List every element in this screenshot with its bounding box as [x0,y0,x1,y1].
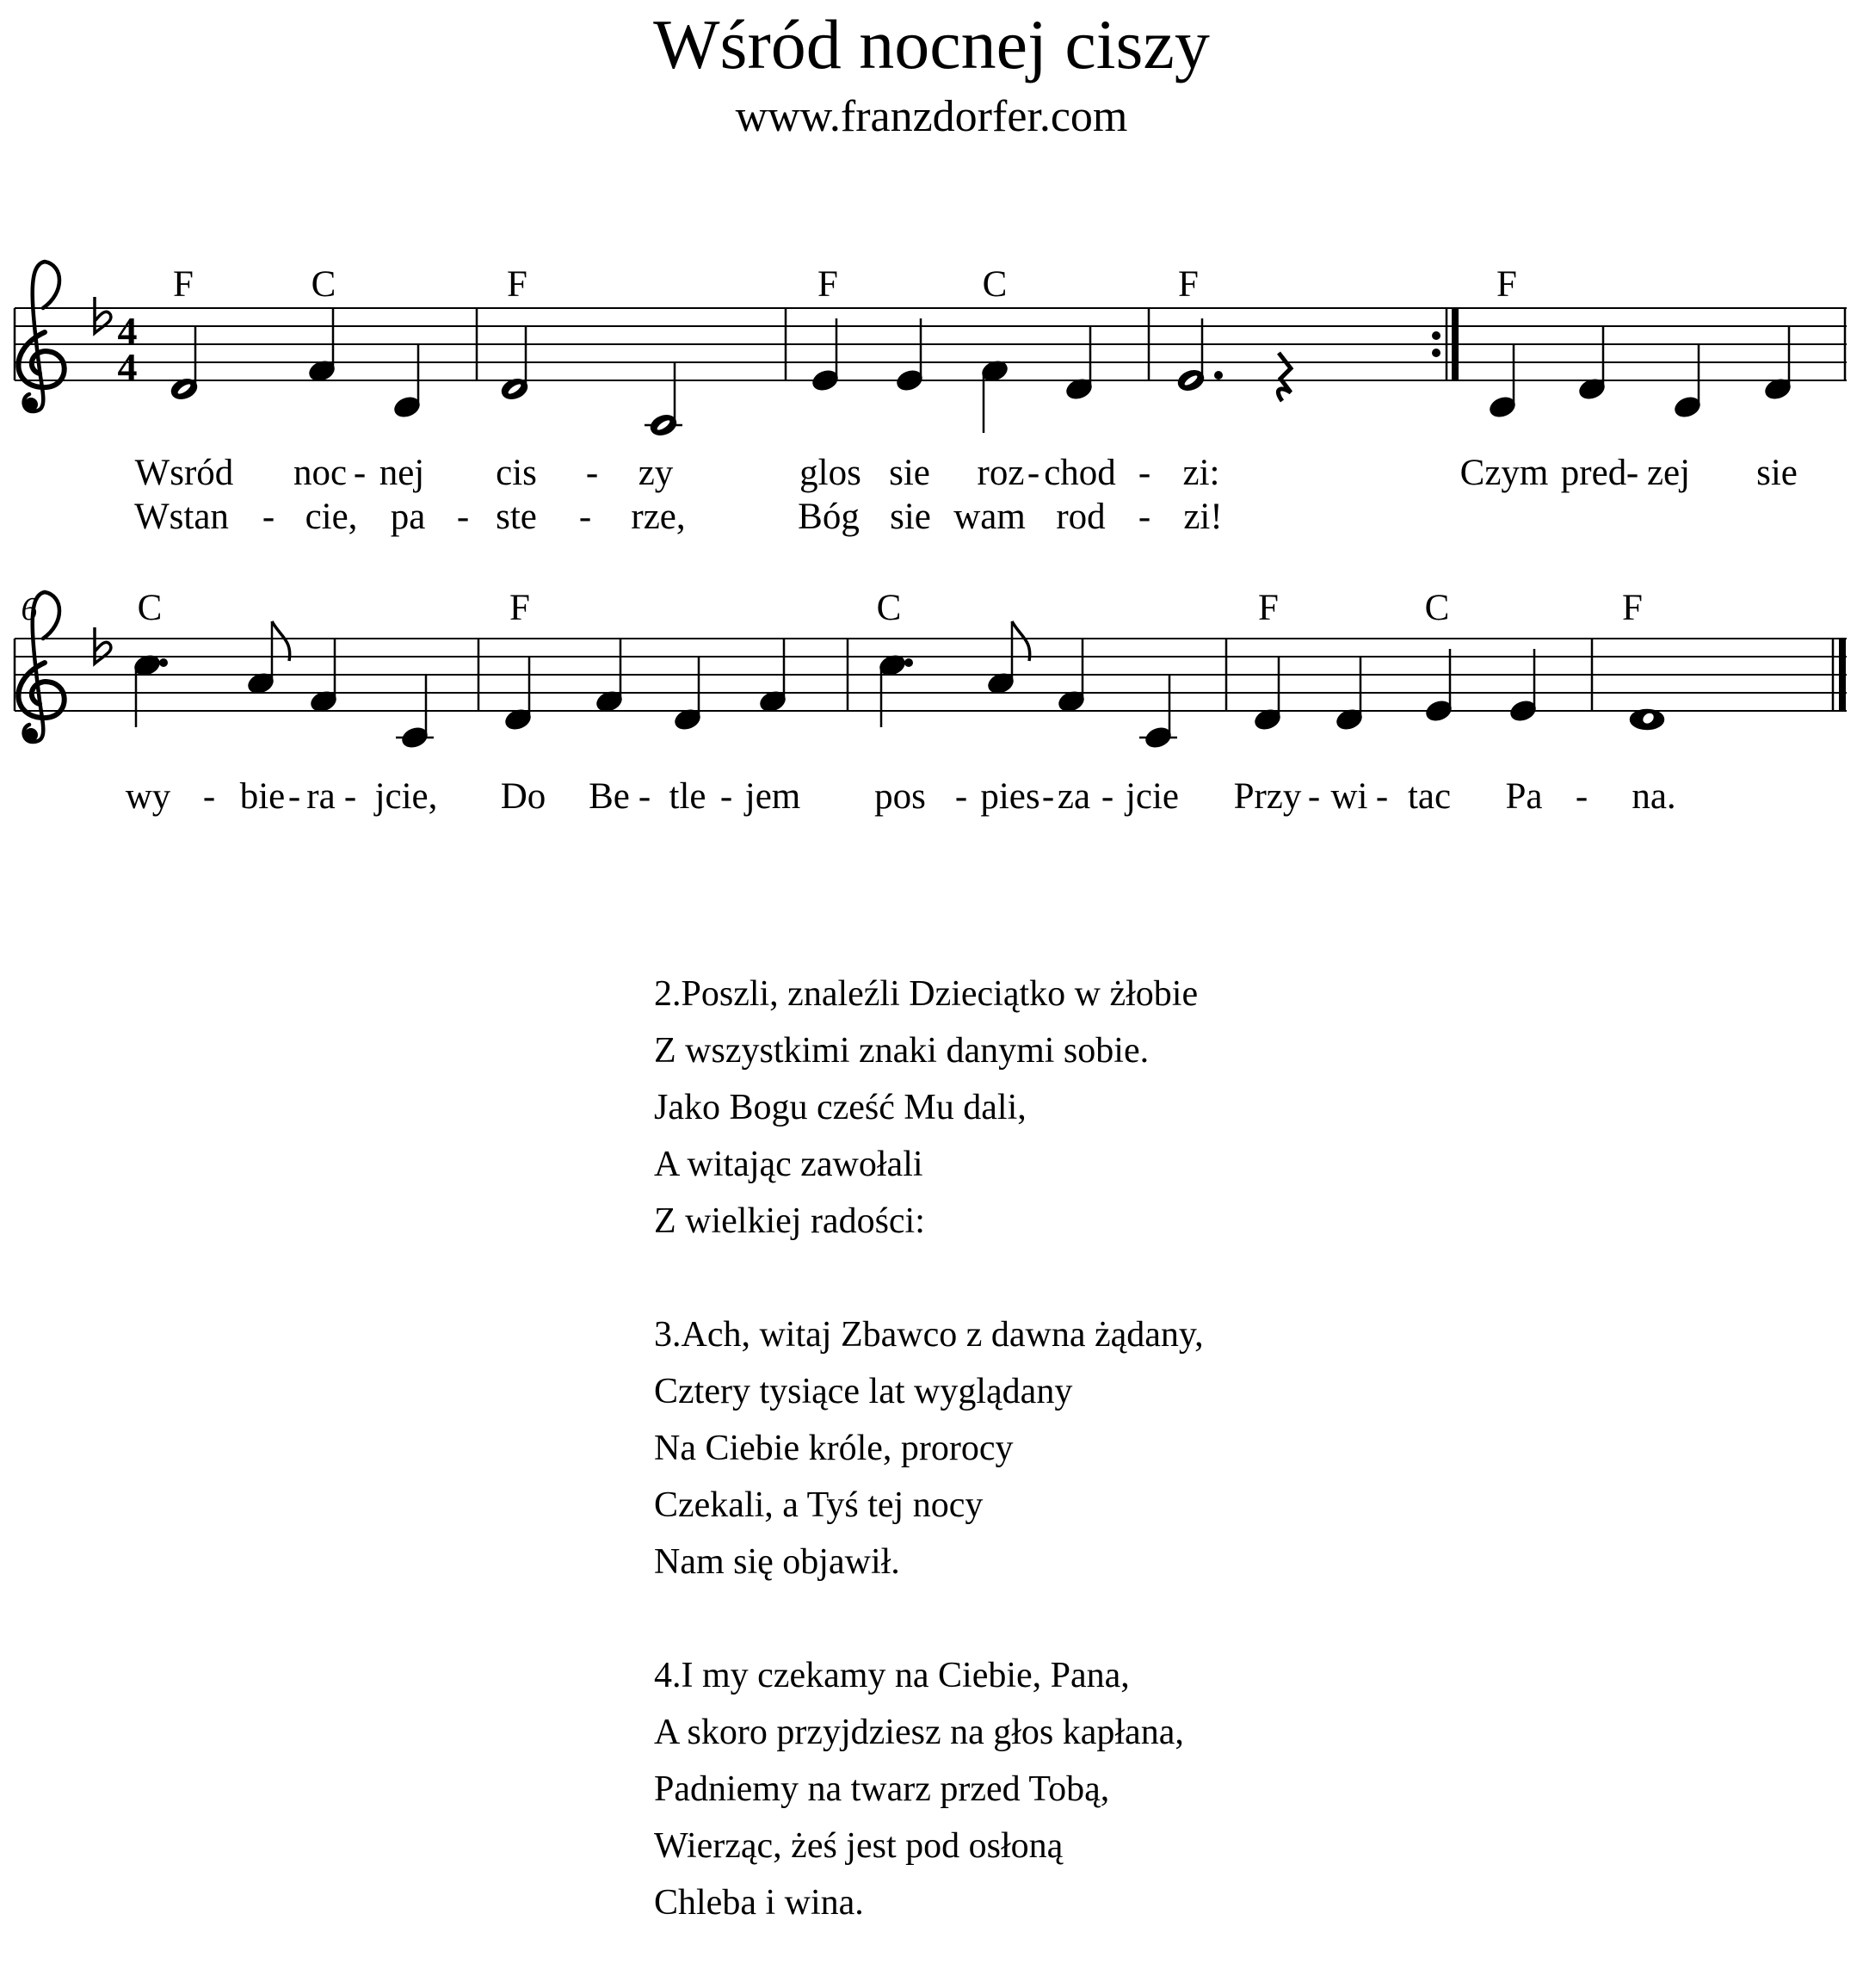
verse-3 [654,1306,1204,1590]
lyric-hyphen: - [1138,497,1151,537]
lyric-syllable: bie [239,776,286,817]
lyric-syllable: tle [669,776,706,817]
lyric-syllable: chod [1044,453,1116,493]
chord-symbol: F [507,264,527,305]
staff-2-chords [138,588,1643,628]
verse-line: Chleba i wina. [654,1883,864,1923]
verse-line: Cztery tysiące lat wyglądany [654,1372,1073,1411]
lyric-hyphen: - [585,453,599,493]
lyric-hyphen: - [1041,776,1055,817]
lyric-syllable: Pa [1505,776,1543,817]
chord-symbol: C [982,264,1008,305]
music-score [0,0,1863,861]
lyric-hyphen: - [1375,776,1389,817]
lyric-syllable: pies [980,776,1040,817]
lyric-syllable: Wsród [134,453,234,493]
additional-verses [654,966,1204,1988]
verse-4 [654,1647,1204,1931]
chord-symbol: F [817,264,838,305]
lyric-syllable: wy [125,776,171,817]
lyric-syllable: sie [890,497,931,537]
verse-line: 2.Poszli, znaleźli Dzieciątko w żłobie [654,974,1199,1014]
staff-1-notes [170,309,1792,438]
lyric-syllable: za [1057,776,1091,817]
chord-symbol: C [876,588,902,628]
staff-1-lyrics-verse-1 [135,453,1798,493]
lyric-syllable: sie [1756,453,1798,493]
lyric-syllable: jcie [1125,776,1180,817]
lyric-hyphen: - [1101,776,1114,817]
verse-line: 3.Ach, witaj Zbawco z dawna żądany, [654,1315,1204,1355]
lyric-hyphen: - [287,776,301,817]
lyric-hyphen: - [1138,453,1151,493]
lyric-syllable: cie, [305,497,358,537]
lyric-syllable: nej [379,453,425,493]
verse-line: Wierząc, żeś jest pod osłoną [654,1826,1064,1866]
lyric-syllable: Bóg [798,497,860,537]
verse-line: Jako Bogu cześć Mu dali, [654,1088,1027,1127]
lyric-hyphen: - [1575,776,1588,817]
lyric-syllable: roz [977,453,1025,493]
staff-1-chords [173,264,1517,305]
measure-number: 6 [21,591,38,627]
song-title: Wśród nocnej ciszy [653,5,1210,83]
lyric-syllable: Do [500,776,546,817]
lyric-hyphen: - [719,776,733,817]
lyric-hyphen: - [202,776,216,817]
lyric-hyphen: - [353,453,367,493]
lyric-syllable: jem [744,776,801,817]
lyric-hyphen: - [1625,453,1639,493]
verse-line: Nam się objawił. [654,1542,900,1582]
verse-line: Z wszystkimi znaki danymi sobie. [654,1031,1150,1071]
staff-2-lyrics [126,776,1676,817]
chord-symbol: F [1258,588,1279,628]
lyric-hyphen: - [954,776,968,817]
chord-symbol: F [173,264,194,305]
lyric-syllable: rod [1056,497,1106,537]
chord-symbol: F [1622,588,1643,628]
lyric-syllable: zi: [1182,453,1220,493]
lyric-syllable: pred [1560,453,1627,493]
lyric-syllable: glos [799,453,861,493]
time-signature-bottom: 4 [117,345,138,389]
chord-symbol: C [311,264,336,305]
verse-line: A witając zawołali [654,1145,923,1184]
verse-line: Padniemy na twarz przed Tobą, [654,1769,1110,1809]
lyric-syllable: zy [638,453,674,493]
verse-2 [654,966,1204,1250]
lyric-syllable: zej [1646,453,1691,493]
chord-symbol: F [509,588,530,628]
lyric-syllable: Czym [1459,453,1549,493]
lyric-hyphen: - [343,776,357,817]
chord-symbol: C [137,588,163,628]
lyric-syllable: pos [874,776,926,817]
lyric-syllable: zi! [1183,497,1223,537]
lyric-syllable: sie [889,453,930,493]
lyric-syllable: ra [306,776,336,817]
lyric-hyphen: - [262,497,275,537]
chord-symbol: F [1178,264,1199,305]
lyric-syllable: Be [589,776,630,817]
lyric-syllable: ste [496,497,537,537]
lyric-syllable: na. [1632,776,1676,817]
lyric-syllable: wam [953,497,1026,537]
lyric-syllable: wi [1330,776,1368,817]
lyric-syllable: rze, [631,497,686,537]
staff-2-notes [133,621,1663,750]
key-signature-flat-icon [95,627,111,664]
lyric-hyphen: - [1307,776,1321,817]
staff-1 [15,308,1847,380]
key-signature-flat-icon [95,297,111,333]
website-url: www.franzdorfer.com [735,92,1128,141]
lyric-syllable: cis [496,453,537,493]
lyric-syllable: pa [390,497,426,537]
lyric-syllable: Przy [1233,776,1302,817]
lyric-hyphen: - [1027,453,1040,493]
verse-line: Z wielkiej radości: [654,1201,925,1241]
treble-clef-icon [18,262,64,411]
lyric-syllable: Wstan [134,497,229,537]
verse-line: Czekali, a Tyś tej nocy [654,1485,984,1525]
time-signature-top: 4 [117,309,138,353]
verse-line: Na Ciebie króle, prorocy [654,1429,1014,1468]
lyric-hyphen: - [638,776,651,817]
lyric-hyphen: - [456,497,470,537]
chord-symbol: F [1496,264,1517,305]
lyric-hyphen: - [578,497,592,537]
chord-symbol: C [1424,588,1450,628]
staff-1-lyrics-verse-2 [134,497,1223,537]
lyric-syllable: tac [1407,776,1452,817]
verse-line: 4.I my czekamy na Ciebie, Pana, [654,1656,1130,1695]
lyric-syllable: jcie, [374,776,438,817]
lyric-syllable: noc [293,453,348,493]
verse-line: A skoro przyjdziesz na głos kapłana, [654,1713,1184,1752]
